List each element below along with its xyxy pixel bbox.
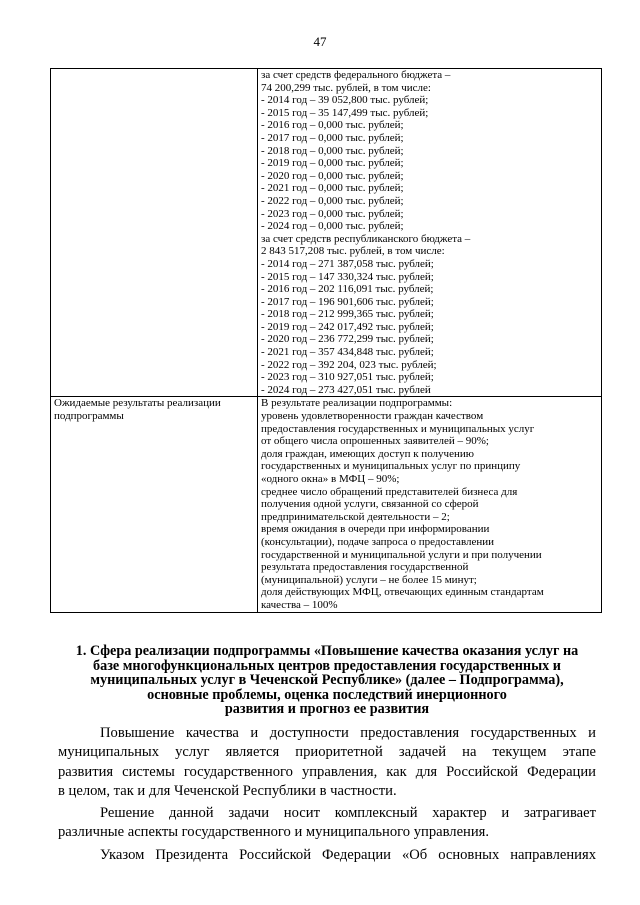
heading-line: муниципальных услуг в Чеченской Республике» (далее – Подпрограмма), bbox=[90, 672, 564, 689]
result-line: время ожидания в очереди при информировании bbox=[261, 523, 490, 536]
heading-line: развития и прогноз ее развития bbox=[224, 701, 430, 718]
page-number: 47 bbox=[313, 34, 327, 49]
section-heading bbox=[58, 644, 596, 717]
funding-line: - 2023 год – 0,000 тыс. рублей; bbox=[261, 207, 404, 220]
result-line: среднее число обращений представителей бизнеса для bbox=[261, 485, 518, 498]
funding-line: - 2023 год – 310 927,051 тыс. рублей; bbox=[261, 371, 434, 384]
paragraph-line: Решение данной задачи носит комплексный характер и затрагивает bbox=[100, 805, 596, 822]
table-row bbox=[51, 397, 602, 612]
result-line: государственной и муниципальной услуги и при получении bbox=[261, 548, 542, 561]
funding-line: - 2022 год – 0,000 тыс. рублей; bbox=[261, 194, 404, 207]
paragraph-line: в целом, так и для Чеченской Республики в частности. bbox=[58, 782, 397, 799]
funding-line: - 2024 год – 0,000 тыс. рублей; bbox=[261, 220, 404, 233]
result-line: от общего числа опрошенных заявителей – 90%; bbox=[261, 435, 489, 448]
funding-line: - 2015 год – 35 147,499 тыс. рублей; bbox=[261, 106, 429, 119]
funding-line: - 2017 год – 0,000 тыс. рублей; bbox=[261, 131, 404, 144]
funding-line: - 2014 год – 39 052,800 тыс. рублей; bbox=[261, 94, 429, 107]
funding-line: за счет средств республиканского бюджета – bbox=[261, 232, 471, 245]
result-line: В результате реализации подпрограммы: bbox=[261, 397, 453, 410]
label-line: Ожидаемые результаты реализации bbox=[54, 397, 221, 410]
funding-line: - 2016 год – 202 116,091 тыс. рублей; bbox=[261, 283, 434, 296]
result-line: предпринимательской деятельности – 2; bbox=[261, 510, 450, 523]
result-line: предоставления государственных и муниципальных услуг bbox=[261, 422, 535, 435]
paragraph-line: Указом Президента Российской Федерации «Об основных направлениях bbox=[100, 846, 596, 863]
result-line: качества – 100% bbox=[261, 598, 338, 611]
section-1 bbox=[58, 644, 596, 868]
heading-line: основные проблемы, оценка последствий инерционного bbox=[147, 686, 507, 703]
paragraph-line: муниципальных услуг является приоритетной задачей на текущем этапе bbox=[58, 744, 596, 761]
result-line: (консультации), подаче запроса о предоставлении bbox=[261, 535, 495, 548]
table-cell-label bbox=[51, 397, 258, 612]
paragraph-line: Повышение качества и доступности предоставления государственных и bbox=[100, 724, 596, 741]
funding-line: - 2018 год – 0,000 тыс. рублей; bbox=[261, 144, 404, 157]
funding-line: - 2021 год – 0,000 тыс. рублей; bbox=[261, 182, 404, 195]
funding-line: - 2019 год – 0,000 тыс. рублей; bbox=[261, 157, 404, 170]
table-cell-results bbox=[258, 397, 602, 612]
funding-line: - 2020 год – 0,000 тыс. рублей; bbox=[261, 169, 404, 182]
funding-line: за счет средств федерального бюджета – bbox=[261, 69, 451, 81]
paragraph bbox=[58, 846, 596, 865]
result-line: (муниципальной) услуги – не более 15 минут; bbox=[261, 573, 477, 586]
funding-line: - 2021 год – 357 434,848 тыс. рублей; bbox=[261, 346, 434, 359]
funding-line: 2 843 517,208 тыс. рублей, в том числе: bbox=[261, 245, 445, 258]
label-line: подпрограммы bbox=[54, 410, 124, 423]
funding-line: - 2019 год – 242 017,492 тыс. рублей; bbox=[261, 320, 434, 333]
paragraph-line: различные аспекты государственного и муниципального управления. bbox=[58, 824, 490, 841]
funding-line: - 2017 год – 196 901,606 тыс. рублей; bbox=[261, 295, 434, 308]
paragraph-line: развития системы государственного управления, как для Российской Федерации bbox=[58, 763, 596, 780]
result-line: уровень удовлетворенности граждан качеством bbox=[261, 410, 484, 423]
result-line: «одного окна» в МФЦ – 90%; bbox=[261, 473, 400, 485]
result-line: результата предоставления государственной bbox=[261, 561, 469, 574]
funding-line: 74 200,299 тыс. рублей, в том числе: bbox=[261, 81, 431, 94]
table-cell-funding bbox=[258, 69, 602, 397]
funding-line: - 2018 год – 212 999,365 тыс. рублей; bbox=[261, 308, 434, 321]
heading-line: 1. Сфера реализации подпрограммы «Повышение качества оказания услуг на bbox=[75, 643, 579, 659]
table-cell-label bbox=[51, 69, 258, 397]
funding-line: - 2014 год – 271 387,058 тыс. рублей; bbox=[261, 257, 434, 270]
table-row bbox=[51, 69, 602, 397]
funding-line: - 2024 год – 273 427,051 тыс. рублей bbox=[261, 383, 431, 396]
paragraph bbox=[58, 724, 596, 801]
paragraph bbox=[58, 804, 596, 843]
result-line: государственных и муниципальных услуг по принципу bbox=[261, 460, 521, 473]
result-line: доля граждан, имеющих доступ к получению bbox=[261, 447, 474, 460]
funding-line: - 2015 год – 147 330,324 тыс. рублей; bbox=[261, 270, 434, 283]
funding-line: - 2016 год – 0,000 тыс. рублей; bbox=[261, 119, 404, 132]
funding-line: - 2022 год – 392 204, 023 тыс. рублей; bbox=[261, 358, 437, 371]
funding-line: - 2020 год – 236 772,299 тыс. рублей; bbox=[261, 333, 434, 346]
subprogram-passport-table bbox=[50, 68, 602, 613]
result-line: доля действующих МФЦ, отвечающих единным стандартам bbox=[261, 586, 544, 599]
heading-line: базе многофункциональных центров предоставления государственных и bbox=[93, 657, 561, 674]
result-line: получения одной услуги, связанной со сферой bbox=[261, 498, 479, 511]
